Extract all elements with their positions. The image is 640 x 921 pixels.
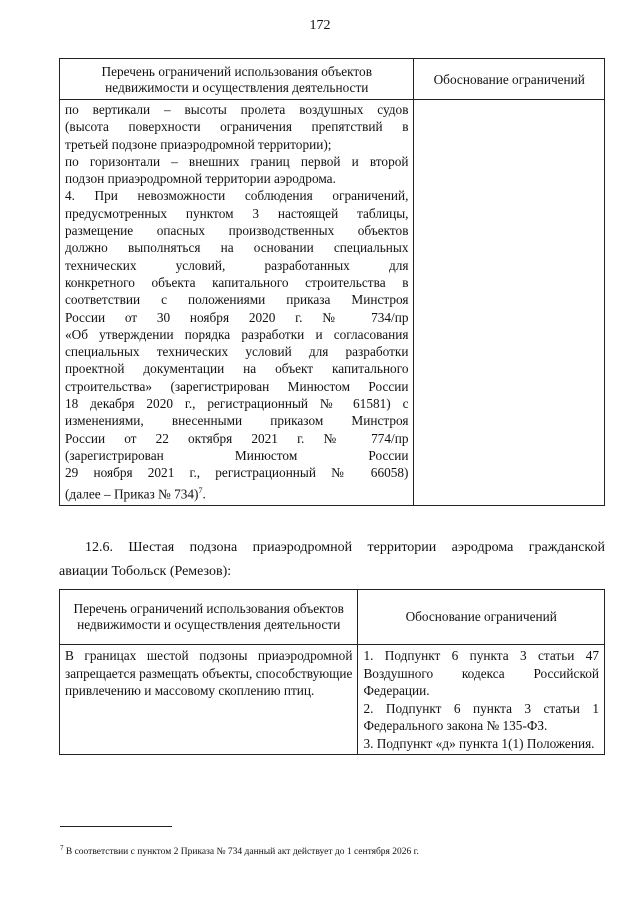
text-line: конкретного объекта капитального строительства в bbox=[65, 274, 409, 290]
table-header-row bbox=[60, 590, 605, 645]
justification-cell-empty bbox=[414, 100, 605, 506]
text-line: строительства» (зарегистрирован Минюстом России bbox=[65, 378, 409, 394]
justification-item: 1. Подпункт 6 пункта 3 статьи 47 Воздушного кодекса Российской Федерации. bbox=[363, 648, 599, 698]
text-line: России от 22 октября 2021 г. № 774/пр bbox=[65, 430, 409, 446]
punctuation: . bbox=[202, 485, 206, 501]
text-line: 29 ноября 2021 г., регистрационный № 66058) bbox=[65, 465, 409, 481]
header-justification: Обоснование ограничений bbox=[358, 590, 605, 645]
restrictions-cell bbox=[60, 100, 414, 506]
text-line: специальных технических условий для разработки bbox=[65, 344, 409, 360]
text-line: предусмотренных пунктом 3 настоящей таблицы, bbox=[65, 205, 409, 221]
text-line-end: (далее – Приказ № 734) bbox=[65, 485, 199, 501]
text-line: подзон приаэродромной территории аэродрома. bbox=[65, 171, 336, 187]
header-restrictions-list: Перечень ограничений использования объектов недвижимости и осуществления деятельности bbox=[60, 590, 358, 645]
footnote-separator bbox=[60, 826, 172, 827]
footnote bbox=[60, 844, 419, 857]
table-header-row bbox=[60, 59, 605, 100]
restrictions-table-subzone-6 bbox=[59, 589, 605, 755]
justification-item: 2. Подпункт 6 пункта 3 статьи 1 Федерального закона № 135-ФЗ. bbox=[363, 700, 599, 733]
section-heading-line-1: 12.6. Шестая подзона приаэродромной территории аэродрома гражданской bbox=[85, 540, 605, 555]
header-justification: Обоснование ограничений bbox=[414, 59, 605, 100]
text-line: (высота поверхности ограничения препятствий в bbox=[65, 119, 409, 135]
section-heading-line-2: авиации Тобольск (Ремезов): bbox=[59, 564, 232, 579]
text-line: «Об утверждении порядка разработки и согласования bbox=[65, 326, 409, 342]
text-line: изменениями, внесенными приказом Минстроя bbox=[65, 413, 409, 429]
text-line: России от 30 ноября 2020 г. № 734/пр bbox=[65, 309, 409, 325]
restrictions-table-continued bbox=[59, 58, 605, 506]
justification-list bbox=[358, 645, 605, 755]
header-restrictions-list: Перечень ограничений использования объектов недвижимости и осуществления деятельности bbox=[60, 59, 414, 100]
footnote-marker: 7 bbox=[60, 844, 64, 852]
footnote-text: В соответствии с пунктом 2 Приказа № 734 данный акт действует до 1 сентября 2026 г. bbox=[65, 847, 419, 858]
text-line: по горизонтали – внешних границ первой и второй bbox=[65, 153, 409, 169]
text-line: проектной документации на объект капитального bbox=[65, 361, 409, 377]
text-line: технических условий, разработанных для bbox=[65, 257, 409, 273]
footnote-reference: 7 bbox=[198, 485, 203, 495]
text-line-last bbox=[65, 482, 408, 503]
text-line: размещение опасных производственных объектов bbox=[65, 223, 409, 239]
text-line: должно выполняться на основании специальных bbox=[65, 240, 409, 256]
table-row bbox=[60, 100, 605, 506]
text-line: третьей подзоне приаэродромной территории); bbox=[65, 136, 332, 152]
page-number: 172 bbox=[309, 18, 331, 33]
text-line: соответствии с положениями приказа Минстроя bbox=[65, 292, 409, 308]
table-row bbox=[60, 645, 605, 755]
justification-item: 3. Подпункт «д» пункта 1(1) Положения. bbox=[363, 735, 595, 751]
text-line: по вертикали – высоты пролета воздушных судов bbox=[65, 102, 409, 117]
text-line: (зарегистрирован Минюстом России bbox=[65, 447, 409, 463]
restriction-text: В границах шестой подзоны приаэродромной запрещается размещать объекты, способствующие привлечению и массовому скоплению птиц. bbox=[60, 645, 358, 755]
text-line: 18 декабря 2020 г., регистрационный № 61581) с bbox=[65, 396, 409, 412]
text-line: 4. При невозможности соблюдения ограничений, bbox=[65, 188, 409, 204]
